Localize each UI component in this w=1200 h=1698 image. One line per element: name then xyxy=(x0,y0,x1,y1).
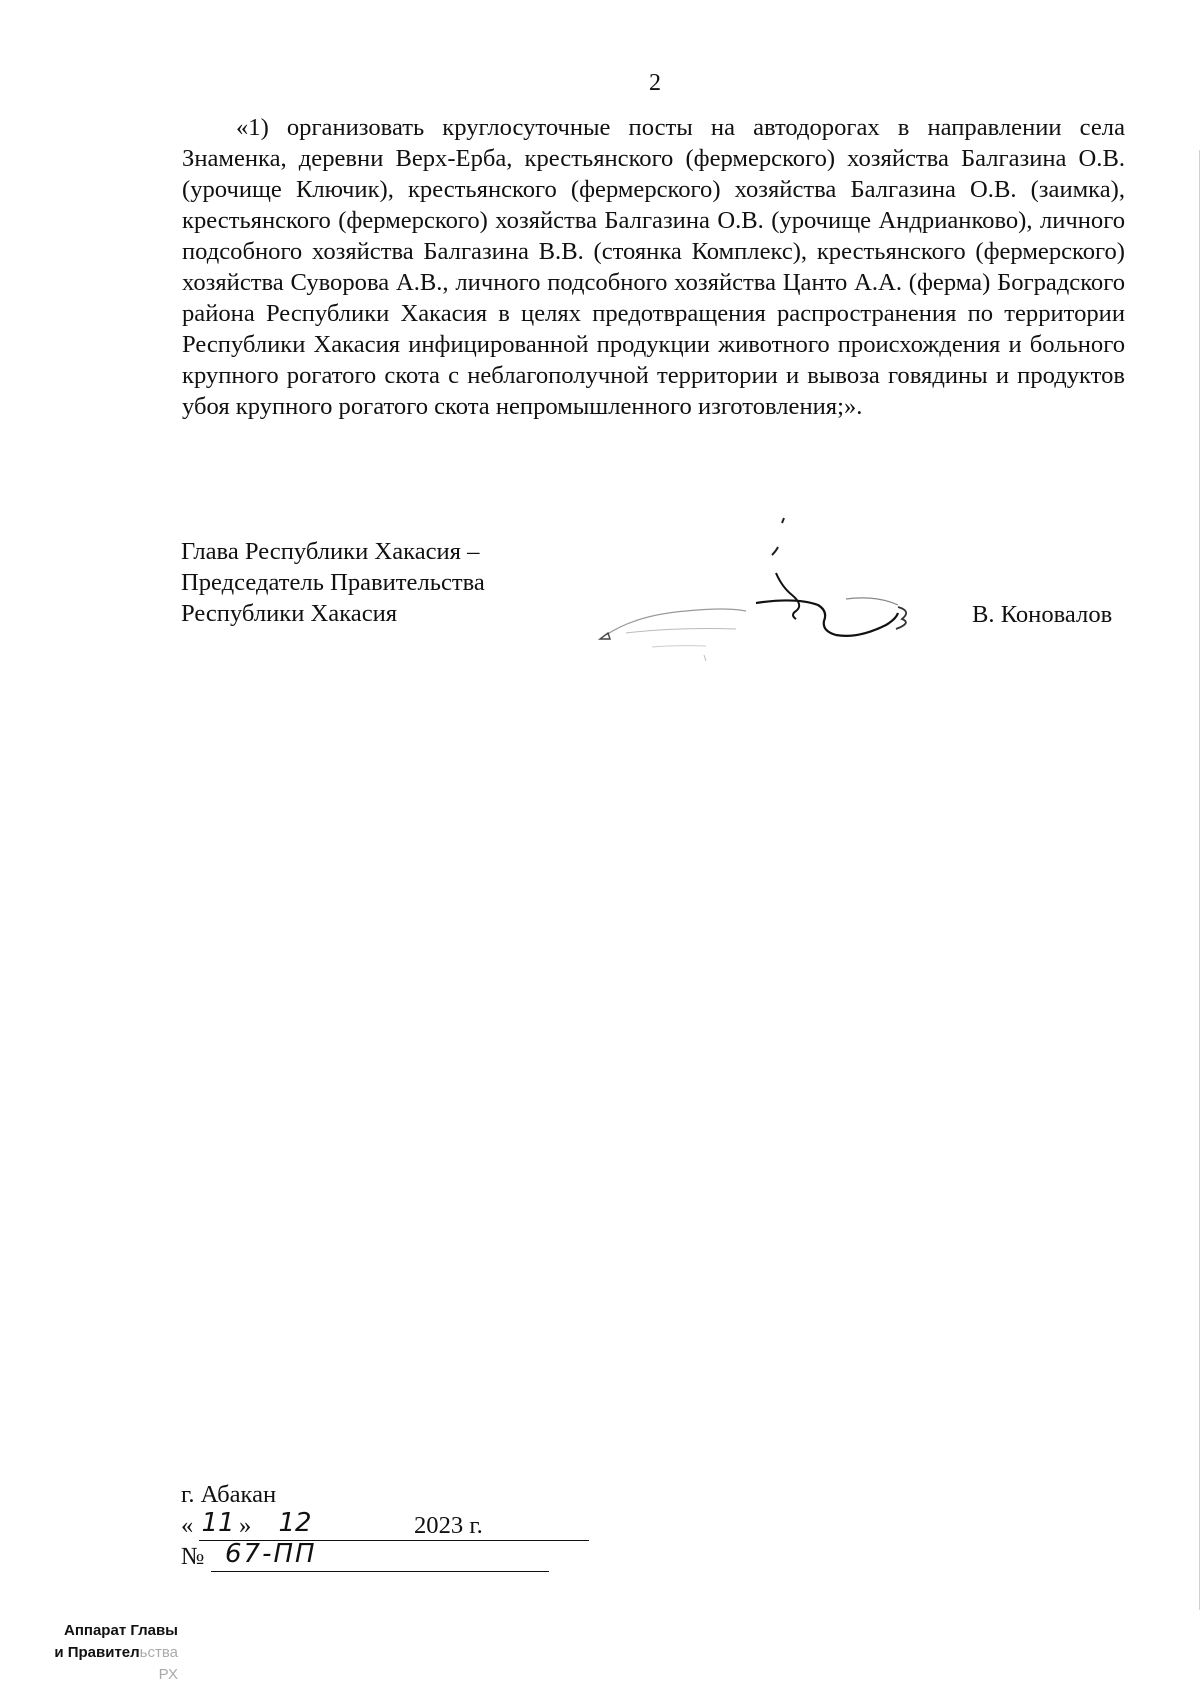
date-year: 2023 г. xyxy=(414,1512,483,1539)
place-of-issue: г. Абакан xyxy=(181,1481,277,1508)
date-day-handwritten: 11 xyxy=(201,1508,235,1538)
stamp-line-1: Аппарат Главы xyxy=(64,1622,178,1639)
signatory-name: В. Коновалов xyxy=(972,601,1113,628)
body-paragraph: «1) организовать круглосуточные посты на автодорогах в направлении села Знаменка, деревни Верх-Ерба, крестьянского (фермерского) хозяйства Балгазина О.В. (урочище Ключик), крестьянского (фермерского) хозяйства Балгазина О.В. (заимка), крестьянского (фермерского) хозяйства Балгазина О.В. (урочище Андрианково), личного подсобного хозяйства Балгазина В.В. (стоянка Комплекс), крестьянского (фермерского) хозяйства Суворова А.В., личного подсобного хозяйства Цанто А.А. (ферма) Боградского района Республики Хакасия в целях предотвращения распространения по территории Республики Хакасия инфицированной продукции животного происхождения и больного крупного рогатого скота с неблагополучной территории и вывоза говядины и продуктов убоя крупного рогатого скота непромышленного изготовления;». xyxy=(182,114,1125,420)
document-number-handwritten: 67-ПП xyxy=(225,1539,317,1569)
stamp-line-2-end: ьства РХ xyxy=(139,1644,178,1683)
date-close-quote: » xyxy=(239,1512,252,1539)
stamp-line-2-start: и Правител xyxy=(54,1644,140,1661)
document-number xyxy=(181,1539,391,1575)
number-sign: № xyxy=(181,1543,205,1570)
signatory-title-line-1: Глава Республики Хакасия – xyxy=(181,538,480,565)
signatory-title-line-2: Председатель Правительства xyxy=(181,569,485,596)
date-month-handwritten: 12 xyxy=(278,1508,312,1538)
registration-stamp xyxy=(38,1620,178,1686)
stamp-line-2 xyxy=(38,1642,178,1686)
signatory-title-line-3: Республики Хакасия xyxy=(181,600,398,627)
page-number: 2 xyxy=(649,70,661,96)
number-underline xyxy=(211,1571,549,1572)
handwritten-signature xyxy=(596,515,936,665)
date-open-quote: « xyxy=(181,1512,194,1539)
signatory-title xyxy=(181,536,485,629)
